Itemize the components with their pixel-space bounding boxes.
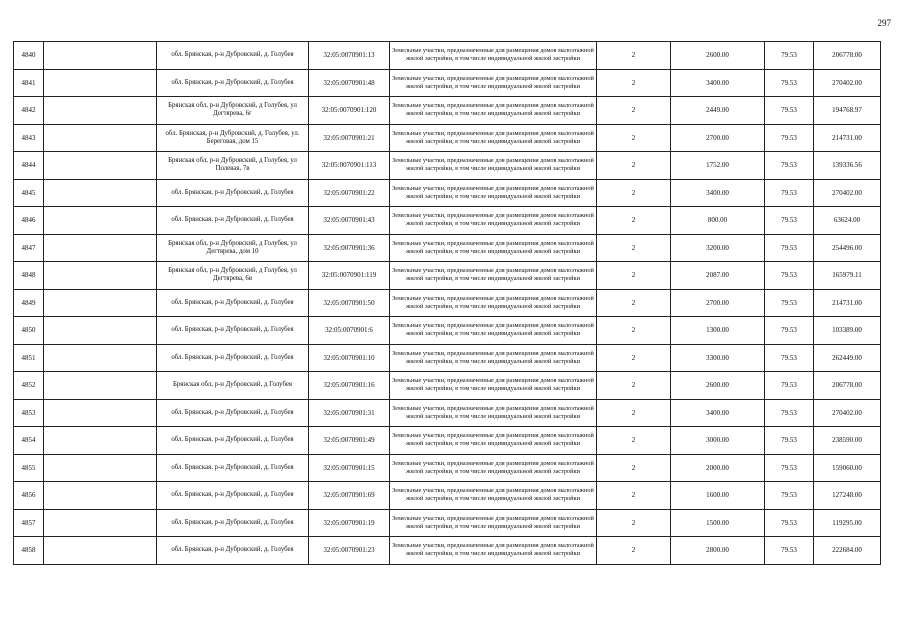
area-cell: 2000.00 <box>671 454 765 482</box>
table-row <box>14 152 881 180</box>
specific-value-cell: 79.53 <box>765 42 814 70</box>
row-number-cell: 4853 <box>14 399 44 427</box>
land-use-cell: Земельные участки, предназначенные для размещения домов малоэтажной жилой застройки, в том числе индивидуальной жилой застройки <box>390 207 597 235</box>
cadastral-value-cell: 165979.11 <box>814 262 881 290</box>
land-use-cell: Земельные участки, предназначенные для размещения домов малоэтажной жилой застройки, в том числе индивидуальной жилой застройки <box>390 427 597 455</box>
page-number: 297 <box>877 18 891 28</box>
address-cell: обл. Брянская, р-н Дубровский, д. Голубея <box>157 537 309 565</box>
land-use-cell: Земельные участки, предназначенные для размещения домов малоэтажной жилой застройки, в том числе индивидуальной жилой застройки <box>390 537 597 565</box>
land-use-cell: Земельные участки, предназначенные для размещения домов малоэтажной жилой застройки, в том числе индивидуальной жилой застройки <box>390 262 597 290</box>
area-cell: 1500.00 <box>671 509 765 537</box>
empty-cell <box>44 234 157 262</box>
row-number-cell: 4857 <box>14 509 44 537</box>
table-row <box>14 427 881 455</box>
table-row <box>14 317 881 345</box>
empty-cell <box>44 69 157 97</box>
row-number-cell: 4854 <box>14 427 44 455</box>
cadastral-number-cell: 32:05:0070901:10 <box>309 344 390 372</box>
group-cell: 2 <box>597 482 671 510</box>
table-row <box>14 42 881 70</box>
land-use-cell: Земельные участки, предназначенные для размещения домов малоэтажной жилой застройки, в том числе индивидуальной жилой застройки <box>390 344 597 372</box>
table-row <box>14 262 881 290</box>
row-number-cell: 4851 <box>14 344 44 372</box>
specific-value-cell: 79.53 <box>765 317 814 345</box>
empty-cell <box>44 289 157 317</box>
address-cell: обл. Брянская, р-н Дубровский, д. Голубея <box>157 207 309 235</box>
group-cell: 2 <box>597 289 671 317</box>
group-cell: 2 <box>597 454 671 482</box>
cadastral-value-table <box>13 41 881 565</box>
cadastral-value-cell: 103389.00 <box>814 317 881 345</box>
empty-cell <box>44 372 157 400</box>
cadastral-number-cell: 32:05:0070901:36 <box>309 234 390 262</box>
empty-cell <box>44 42 157 70</box>
group-cell: 2 <box>597 262 671 290</box>
row-number-cell: 4858 <box>14 537 44 565</box>
specific-value-cell: 79.53 <box>765 344 814 372</box>
row-number-cell: 4849 <box>14 289 44 317</box>
cadastral-number-cell: 32:05:0070901:48 <box>309 69 390 97</box>
land-use-cell: Земельные участки, предназначенные для размещения домов малоэтажной жилой застройки, в том числе индивидуальной жилой застройки <box>390 399 597 427</box>
row-number-cell: 4841 <box>14 69 44 97</box>
address-cell: Брянская обл, р-н Дубровский, д Голубея <box>157 372 309 400</box>
cadastral-number-cell: 32:05:0070901:119 <box>309 262 390 290</box>
empty-cell <box>44 344 157 372</box>
table-row <box>14 124 881 152</box>
cadastral-value-cell: 63624.00 <box>814 207 881 235</box>
area-cell: 2087.00 <box>671 262 765 290</box>
table-row <box>14 207 881 235</box>
row-number-cell: 4843 <box>14 124 44 152</box>
cadastral-value-cell: 206778.00 <box>814 42 881 70</box>
cadastral-number-cell: 32:05:0070901:19 <box>309 509 390 537</box>
empty-cell <box>44 537 157 565</box>
specific-value-cell: 79.53 <box>765 234 814 262</box>
area-cell: 2700.00 <box>671 289 765 317</box>
cadastral-number-cell: 32:05:0070901:120 <box>309 97 390 125</box>
specific-value-cell: 79.53 <box>765 372 814 400</box>
specific-value-cell: 79.53 <box>765 207 814 235</box>
table-row <box>14 344 881 372</box>
area-cell: 2449.00 <box>671 97 765 125</box>
row-number-cell: 4846 <box>14 207 44 235</box>
land-use-cell: Земельные участки, предназначенные для размещения домов малоэтажной жилой застройки, в том числе индивидуальной жилой застройки <box>390 179 597 207</box>
area-cell: 2800.00 <box>671 537 765 565</box>
cadastral-number-cell: 32:05:0070901:113 <box>309 152 390 180</box>
cadastral-value-cell: 254496.00 <box>814 234 881 262</box>
group-cell: 2 <box>597 344 671 372</box>
area-cell: 2700.00 <box>671 124 765 152</box>
cadastral-number-cell: 32:05:0070901:16 <box>309 372 390 400</box>
land-use-cell: Земельные участки, предназначенные для размещения домов малоэтажной жилой застройки, в том числе индивидуальной жилой застройки <box>390 372 597 400</box>
table-row <box>14 399 881 427</box>
address-cell: обл. Брянская, р-н Дубровский, д. Голубея <box>157 179 309 207</box>
address-cell: Брянская обл, р-н Дубровский, д Голубея, ул Дегтярева, 6г <box>157 97 309 125</box>
group-cell: 2 <box>597 234 671 262</box>
address-cell: обл. Брянская, р-н Дубровский, д. Голубея <box>157 427 309 455</box>
address-cell: обл. Брянская, р-н Дубровский, д. Голубея <box>157 509 309 537</box>
row-number-cell: 4848 <box>14 262 44 290</box>
address-cell: обл. Брянская, р-н Дубровский, д. Голубея <box>157 399 309 427</box>
address-cell: обл. Брянская, р-н Дубровский, д. Голубея <box>157 289 309 317</box>
land-use-cell: Земельные участки, предназначенные для размещения домов малоэтажной жилой застройки, в том числе индивидуальной жилой застройки <box>390 317 597 345</box>
row-number-cell: 4856 <box>14 482 44 510</box>
land-use-cell: Земельные участки, предназначенные для размещения домов малоэтажной жилой застройки, в том числе индивидуальной жилой застройки <box>390 509 597 537</box>
group-cell: 2 <box>597 69 671 97</box>
land-use-cell: Земельные участки, предназначенные для размещения домов малоэтажной жилой застройки, в том числе индивидуальной жилой застройки <box>390 152 597 180</box>
row-number-cell: 4852 <box>14 372 44 400</box>
empty-cell <box>44 179 157 207</box>
area-cell: 800.00 <box>671 207 765 235</box>
group-cell: 2 <box>597 427 671 455</box>
cadastral-value-cell: 206778.00 <box>814 372 881 400</box>
cadastral-value-cell: 270402.00 <box>814 69 881 97</box>
land-use-cell: Земельные участки, предназначенные для размещения домов малоэтажной жилой застройки, в том числе индивидуальной жилой застройки <box>390 289 597 317</box>
cadastral-number-cell: 32:05:0070901:50 <box>309 289 390 317</box>
group-cell: 2 <box>597 152 671 180</box>
table-row <box>14 97 881 125</box>
cadastral-value-cell: 270402.00 <box>814 399 881 427</box>
address-cell: обл. Брянская, р-н Дубровский, д. Голубея, ул. Береговая, дом 15 <box>157 124 309 152</box>
group-cell: 2 <box>597 124 671 152</box>
empty-cell <box>44 317 157 345</box>
group-cell: 2 <box>597 42 671 70</box>
cadastral-value-cell: 214731.00 <box>814 289 881 317</box>
specific-value-cell: 79.53 <box>765 482 814 510</box>
land-use-cell: Земельные участки, предназначенные для размещения домов малоэтажной жилой застройки, в том числе индивидуальной жилой застройки <box>390 42 597 70</box>
cadastral-number-cell: 32:05:0070901:15 <box>309 454 390 482</box>
empty-cell <box>44 207 157 235</box>
address-cell: Брянская обл, р-н Дубровский, д Голубея, ул Дегтярева, 6в <box>157 262 309 290</box>
area-cell: 3000.00 <box>671 427 765 455</box>
specific-value-cell: 79.53 <box>765 179 814 207</box>
cadastral-number-cell: 32:05:0070901:6 <box>309 317 390 345</box>
address-cell: обл. Брянская, р-н Дубровский, д. Голубея <box>157 42 309 70</box>
specific-value-cell: 79.53 <box>765 289 814 317</box>
cadastral-value-cell: 262449.00 <box>814 344 881 372</box>
specific-value-cell: 79.53 <box>765 454 814 482</box>
cadastral-number-cell: 32:05:0070901:31 <box>309 399 390 427</box>
specific-value-cell: 79.53 <box>765 509 814 537</box>
table-row <box>14 69 881 97</box>
land-use-cell: Земельные участки, предназначенные для размещения домов малоэтажной жилой застройки, в том числе индивидуальной жилой застройки <box>390 97 597 125</box>
area-cell: 2600.00 <box>671 42 765 70</box>
cadastral-number-cell: 32:05:0070901:49 <box>309 427 390 455</box>
area-cell: 1600.00 <box>671 482 765 510</box>
cadastral-number-cell: 32:05:0070901:21 <box>309 124 390 152</box>
cadastral-value-cell: 159060.00 <box>814 454 881 482</box>
empty-cell <box>44 124 157 152</box>
cadastral-number-cell: 32:05:0070901:69 <box>309 482 390 510</box>
area-cell: 3300.00 <box>671 344 765 372</box>
specific-value-cell: 79.53 <box>765 262 814 290</box>
row-number-cell: 4847 <box>14 234 44 262</box>
land-use-cell: Земельные участки, предназначенные для размещения домов малоэтажной жилой застройки, в том числе индивидуальной жилой застройки <box>390 234 597 262</box>
cadastral-number-cell: 32:05:0070901:23 <box>309 537 390 565</box>
empty-cell <box>44 399 157 427</box>
cadastral-value-cell: 139336.56 <box>814 152 881 180</box>
group-cell: 2 <box>597 372 671 400</box>
table-row <box>14 482 881 510</box>
cadastral-value-cell: 119295.00 <box>814 509 881 537</box>
specific-value-cell: 79.53 <box>765 69 814 97</box>
group-cell: 2 <box>597 399 671 427</box>
group-cell: 2 <box>597 97 671 125</box>
specific-value-cell: 79.53 <box>765 427 814 455</box>
cadastral-value-cell: 127248.00 <box>814 482 881 510</box>
empty-cell <box>44 509 157 537</box>
row-number-cell: 4845 <box>14 179 44 207</box>
address-cell: обл. Брянская, р-н Дубровский, д. Голубея <box>157 344 309 372</box>
area-cell: 3400.00 <box>671 399 765 427</box>
empty-cell <box>44 427 157 455</box>
area-cell: 3400.00 <box>671 179 765 207</box>
row-number-cell: 4842 <box>14 97 44 125</box>
address-cell: Брянская обл, р-н Дубровский, д Голубея, ул Полевая, 7в <box>157 152 309 180</box>
group-cell: 2 <box>597 509 671 537</box>
cadastral-number-cell: 32:05:0070901:43 <box>309 207 390 235</box>
empty-cell <box>44 482 157 510</box>
specific-value-cell: 79.53 <box>765 97 814 125</box>
cadastral-number-cell: 32:05:0070901:22 <box>309 179 390 207</box>
cadastral-value-cell: 238590.00 <box>814 427 881 455</box>
row-number-cell: 4850 <box>14 317 44 345</box>
table-row <box>14 509 881 537</box>
specific-value-cell: 79.53 <box>765 152 814 180</box>
cadastral-value-cell: 222684.00 <box>814 537 881 565</box>
cadastral-value-cell: 194768.97 <box>814 97 881 125</box>
address-cell: Брянская обл, р-н Дубровский, д Голубея, ул Дегтярева, дом 10 <box>157 234 309 262</box>
table-row <box>14 372 881 400</box>
land-use-cell: Земельные участки, предназначенные для размещения домов малоэтажной жилой застройки, в том числе индивидуальной жилой застройки <box>390 124 597 152</box>
land-use-cell: Земельные участки, предназначенные для размещения домов малоэтажной жилой застройки, в том числе индивидуальной жилой застройки <box>390 69 597 97</box>
specific-value-cell: 79.53 <box>765 124 814 152</box>
group-cell: 2 <box>597 317 671 345</box>
address-cell: обл. Брянская, р-н Дубровский, д. Голубея <box>157 482 309 510</box>
table-row <box>14 537 881 565</box>
address-cell: обл. Брянская, р-н Дубровский, д. Голубея <box>157 454 309 482</box>
table-body <box>14 42 881 565</box>
land-use-cell: Земельные участки, предназначенные для размещения домов малоэтажной жилой застройки, в том числе индивидуальной жилой застройки <box>390 482 597 510</box>
table-row <box>14 289 881 317</box>
group-cell: 2 <box>597 179 671 207</box>
empty-cell <box>44 262 157 290</box>
group-cell: 2 <box>597 537 671 565</box>
group-cell: 2 <box>597 207 671 235</box>
address-cell: обл. Брянская, р-н Дубровский, д. Голубея <box>157 69 309 97</box>
row-number-cell: 4844 <box>14 152 44 180</box>
specific-value-cell: 79.53 <box>765 537 814 565</box>
cadastral-value-cell: 214731.00 <box>814 124 881 152</box>
empty-cell <box>44 454 157 482</box>
area-cell: 1300.00 <box>671 317 765 345</box>
cadastral-value-cell: 270402.00 <box>814 179 881 207</box>
area-cell: 2600.00 <box>671 372 765 400</box>
table-row <box>14 234 881 262</box>
area-cell: 1752.00 <box>671 152 765 180</box>
address-cell: обл. Брянская, р-н Дубровский, д. Голубея <box>157 317 309 345</box>
specific-value-cell: 79.53 <box>765 399 814 427</box>
area-cell: 3400.00 <box>671 69 765 97</box>
row-number-cell: 4855 <box>14 454 44 482</box>
cadastral-number-cell: 32:05:0070901:13 <box>309 42 390 70</box>
empty-cell <box>44 152 157 180</box>
table-row <box>14 454 881 482</box>
land-use-cell: Земельные участки, предназначенные для размещения домов малоэтажной жилой застройки, в том числе индивидуальной жилой застройки <box>390 454 597 482</box>
row-number-cell: 4840 <box>14 42 44 70</box>
area-cell: 3200.00 <box>671 234 765 262</box>
table-row <box>14 179 881 207</box>
empty-cell <box>44 97 157 125</box>
